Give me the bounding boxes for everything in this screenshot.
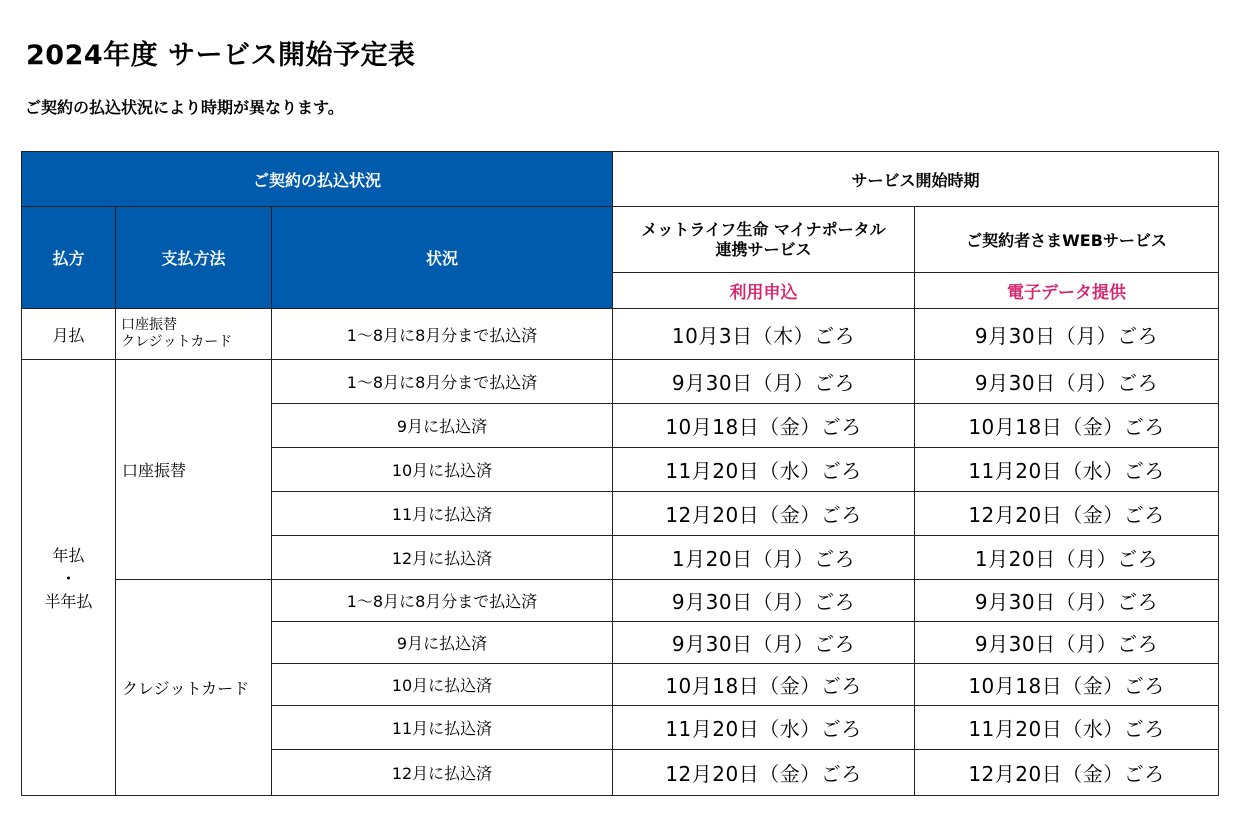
status-cell: 12月に払込済 xyxy=(272,750,613,796)
service-schedule-table xyxy=(21,151,1219,796)
status-cell: 9月に払込済 xyxy=(272,622,613,664)
header-row-columns xyxy=(22,207,1219,273)
service1-date: 1月20日（月）ごろ xyxy=(613,536,915,580)
header-service1 xyxy=(613,207,915,273)
service1-date: 11月20日（水）ごろ xyxy=(613,448,915,492)
status-cell: 10月に払込済 xyxy=(272,664,613,706)
header-payment-status-group: ご契約の払込状況 xyxy=(22,152,613,207)
header-row-group xyxy=(22,152,1219,207)
status-cell: 1～8月に8月分まで払込済 xyxy=(272,309,613,360)
status-cell: 10月に払込済 xyxy=(272,448,613,492)
header-method: 支払方法 xyxy=(116,207,272,309)
service1-date: 10月18日（金）ごろ xyxy=(613,664,915,706)
table-row xyxy=(22,580,1219,622)
header-service2: ご契約者さまWEBサービス xyxy=(915,207,1219,273)
service1-date: 12月20日（金）ごろ xyxy=(613,492,915,536)
status-cell: 1～8月に8月分まで払込済 xyxy=(272,580,613,622)
plan-annual-line1: 年払 xyxy=(52,546,85,565)
service2-date: 12月20日（金）ごろ xyxy=(915,492,1219,536)
status-cell: 12月に払込済 xyxy=(272,536,613,580)
status-cell: 1～8月に8月分まで払込済 xyxy=(272,360,613,404)
table-row xyxy=(22,360,1219,404)
header-service-start-group: サービス開始時期 xyxy=(613,152,1219,207)
service2-date: 9月30日（月）ごろ xyxy=(915,622,1219,664)
plan-annual-line2: ・ xyxy=(60,569,77,588)
table-row xyxy=(22,309,1219,360)
plan-annual-line3: 半年払 xyxy=(44,592,93,611)
service2-date: 12月20日（金）ごろ xyxy=(915,750,1219,796)
status-cell: 11月に払込済 xyxy=(272,492,613,536)
method-bank-transfer: 口座振替 xyxy=(116,360,272,580)
service2-date: 10月18日（金）ごろ xyxy=(915,664,1219,706)
method-monthly-line1: 口座振替 xyxy=(121,317,177,333)
service2-date: 9月30日（月）ごろ xyxy=(915,580,1219,622)
plan-annual xyxy=(22,360,116,796)
service2-date: 11月20日（水）ごろ xyxy=(915,706,1219,750)
service1-date: 9月30日（月）ごろ xyxy=(613,360,915,404)
service2-date: 11月20日（水）ごろ xyxy=(915,448,1219,492)
header-service1-sub: 利用申込 xyxy=(613,273,915,309)
service2-date: 9月30日（月）ごろ xyxy=(915,309,1219,360)
service1-date: 11月20日（水）ごろ xyxy=(613,706,915,750)
service1-date: 10月3日（木）ごろ xyxy=(613,309,915,360)
header-service2-sub: 電子データ提供 xyxy=(915,273,1219,309)
service1-date: 9月30日（月）ごろ xyxy=(613,622,915,664)
service2-date: 10月18日（金）ごろ xyxy=(915,404,1219,448)
service2-date: 9月30日（月）ごろ xyxy=(915,360,1219,404)
plan-monthly: 月払 xyxy=(22,309,116,360)
status-cell: 9月に払込済 xyxy=(272,404,613,448)
method-monthly-line2: クレジットカード xyxy=(121,334,233,350)
service2-date: 1月20日（月）ごろ xyxy=(915,536,1219,580)
page-subtitle: ご契約の払込状況により時期が異なります。 xyxy=(25,98,344,117)
method-credit-card: クレジットカード xyxy=(116,580,272,796)
service1-date: 12月20日（金）ごろ xyxy=(613,750,915,796)
header-status: 状況 xyxy=(272,207,613,309)
page-title: 2024年度 サービス開始予定表 xyxy=(26,40,416,71)
status-cell: 11月に払込済 xyxy=(272,706,613,750)
header-service1-line1: メットライフ生命 マイナポータル xyxy=(641,219,886,239)
header-plan: 払方 xyxy=(22,207,116,309)
method-monthly xyxy=(116,309,272,360)
service1-date: 10月18日（金）ごろ xyxy=(613,404,915,448)
service1-date: 9月30日（月）ごろ xyxy=(613,580,915,622)
header-service1-line2: 連携サービス xyxy=(715,239,812,259)
